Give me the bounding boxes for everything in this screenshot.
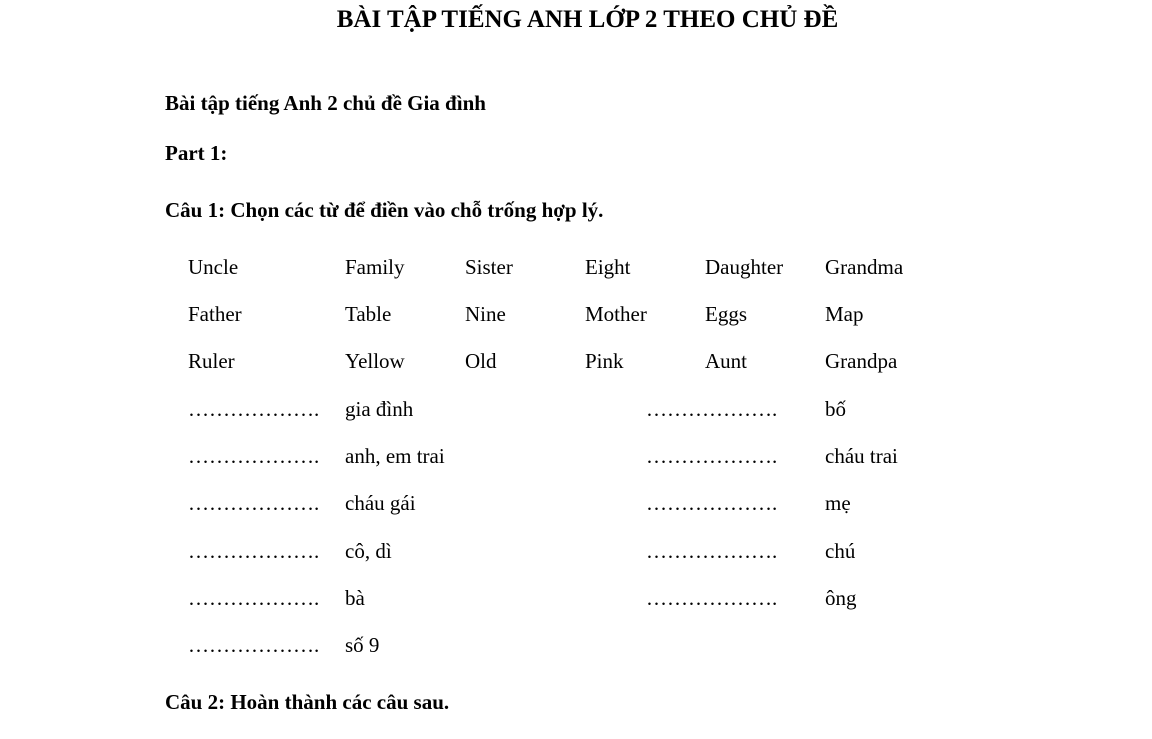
vietnamese-meaning: anh, em trai: [345, 444, 445, 468]
word-bank-item: Grandpa: [825, 349, 898, 373]
word-bank-item: Uncle: [188, 255, 239, 279]
part-label: Part 1:: [165, 141, 228, 165]
word-bank-item: Yellow: [345, 349, 405, 373]
fill-row: [0, 397, 1152, 423]
answer-blank[interactable]: ……………….: [646, 491, 778, 515]
document-title: BÀI TẬP TIẾNG ANH LỚP 2 THEO CHỦ ĐỀ: [336, 6, 839, 33]
word-bank-item: Eight: [585, 255, 631, 279]
word-bank-item: Sister: [465, 255, 513, 279]
word-bank-item: Table: [345, 302, 392, 326]
word-bank-item: Pink: [585, 349, 624, 373]
answer-blank[interactable]: ……………….: [646, 586, 778, 610]
answer-blank[interactable]: ……………….: [646, 539, 778, 563]
question-1-heading: Câu 1: Chọn các từ để điền vào chỗ trống hợp lý.: [165, 198, 604, 222]
answer-blank[interactable]: ……………….: [188, 397, 320, 421]
word-bank-item: Daughter: [705, 255, 784, 279]
vietnamese-meaning: chú: [825, 539, 856, 563]
answer-blank[interactable]: ……………….: [646, 397, 778, 421]
word-bank-item: Eggs: [705, 302, 747, 326]
answer-blank[interactable]: ……………….: [188, 586, 320, 610]
word-bank-item: Ruler: [188, 349, 235, 373]
vietnamese-meaning: số 9: [345, 633, 380, 657]
vietnamese-meaning: mẹ: [825, 491, 851, 515]
fill-row: [0, 539, 1152, 565]
answer-blank[interactable]: ……………….: [646, 444, 778, 468]
question-2-heading: Câu 2: Hoàn thành các câu sau.: [165, 690, 450, 714]
fill-row: [0, 586, 1152, 612]
vietnamese-meaning: cháu gái: [345, 491, 416, 515]
vietnamese-meaning: gia đình: [345, 397, 414, 421]
section-heading: Bài tập tiếng Anh 2 chủ đề Gia đình: [165, 91, 486, 115]
vietnamese-meaning: cháu trai: [825, 444, 898, 468]
fill-row: [0, 491, 1152, 517]
word-bank-item: Family: [345, 255, 405, 279]
word-bank-item: Aunt: [705, 349, 747, 373]
vietnamese-meaning: bố: [825, 397, 846, 421]
word-bank-item: Mother: [585, 302, 647, 326]
fill-row: [0, 633, 1152, 659]
answer-blank[interactable]: ……………….: [188, 539, 320, 563]
word-bank-item: Father: [188, 302, 242, 326]
word-bank-item: Nine: [465, 302, 506, 326]
answer-blank[interactable]: ……………….: [188, 633, 320, 657]
vietnamese-meaning: ông: [825, 586, 857, 610]
answer-blank[interactable]: ……………….: [188, 491, 320, 515]
word-bank-item: Old: [465, 349, 497, 373]
answer-blank[interactable]: ……………….: [188, 444, 320, 468]
word-bank-item: Grandma: [825, 255, 904, 279]
word-bank-item: Map: [825, 302, 864, 326]
vietnamese-meaning: bà: [345, 586, 365, 610]
vietnamese-meaning: cô, dì: [345, 539, 392, 563]
fill-row: [0, 444, 1152, 470]
